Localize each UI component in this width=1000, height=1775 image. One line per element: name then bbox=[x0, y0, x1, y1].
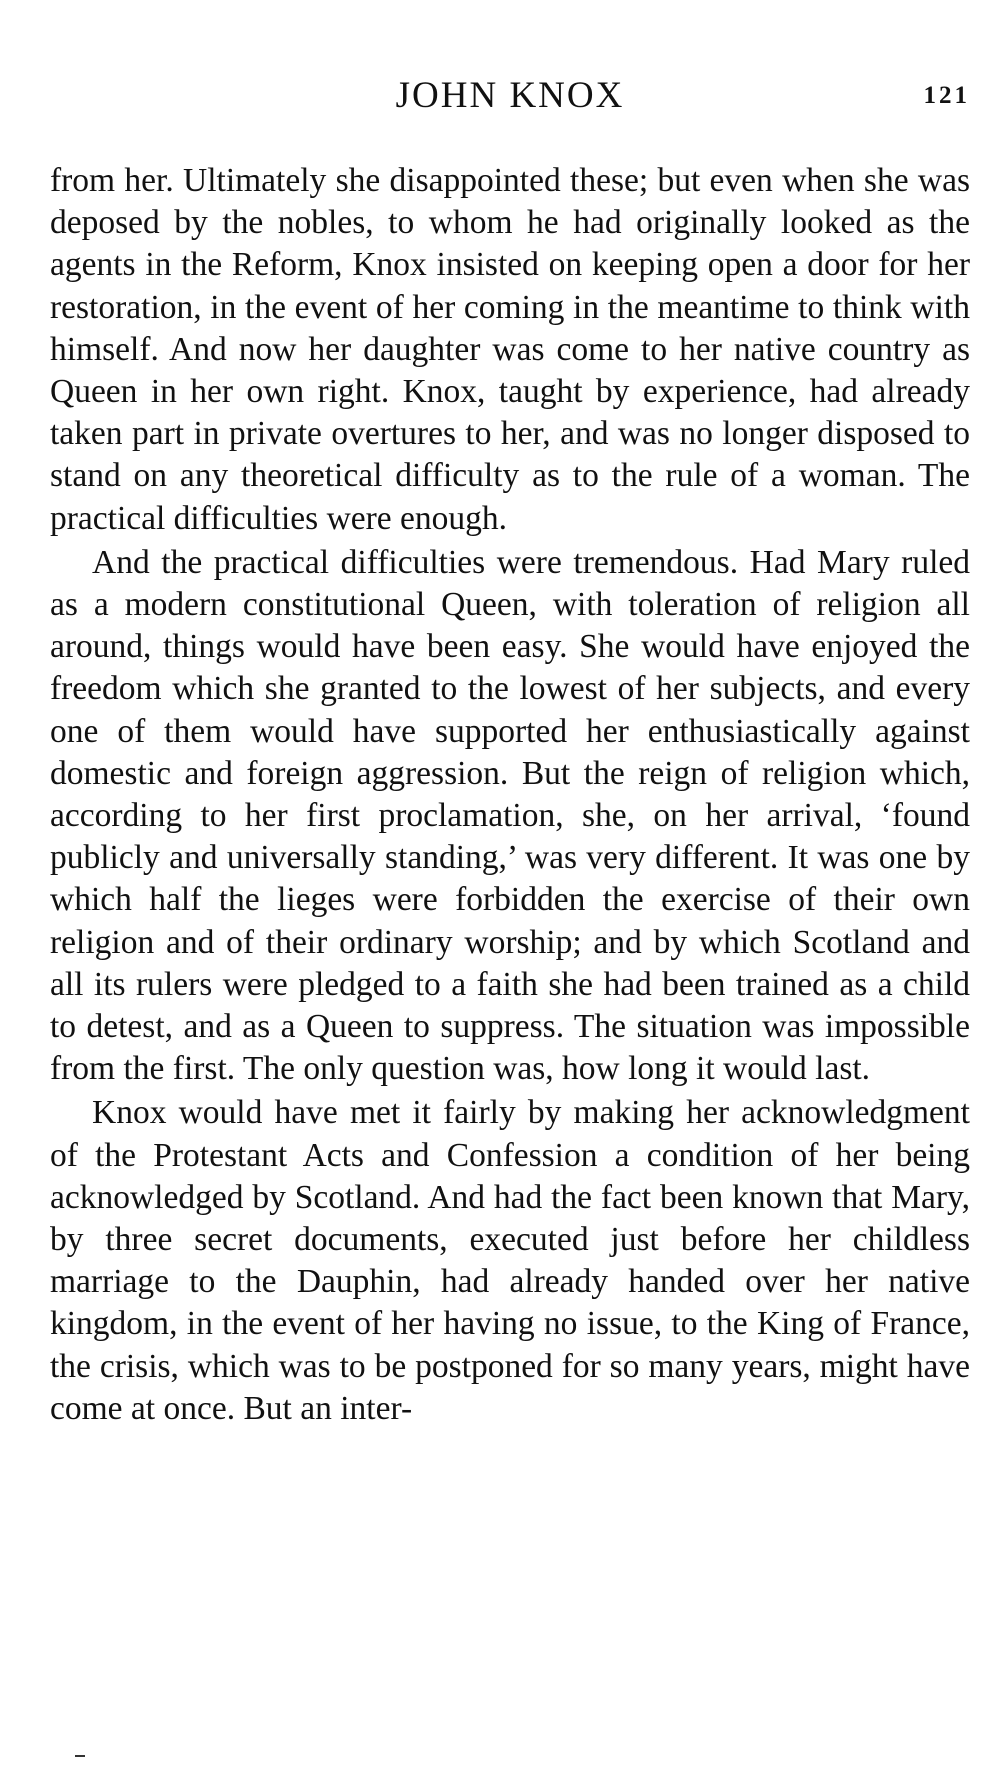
body-text bbox=[50, 160, 970, 1430]
paragraph-2: And the practical difficulties were tremendous. Had Mary ruled as a modern constitutional Queen, with toleration of religion all around, things would have been easy. She would have enjoyed the freedom which she granted to the lowest of her subjects, and every one of them would have supported her enthusiastically against domestic and foreign aggression. But the reign of religion which, according to her first proclamation, she, on her arrival, ‘found publicly and universally standing,’ was very different. It was one by which half the lieges were forbidden the exercise of their own religion and of their ordinary worship; and by which Scotland and all its rulers were pledged to a faith she had been trained as a child to detest, and as a Queen to suppress. The situation was impossible from the first. The only question was, how long it would last. bbox=[50, 543, 970, 1088]
paragraph-1: from her. Ultimately she disappointed these; but even when she was deposed by the nobles, to whom he had originally looked as the agents in the Reform, Knox insisted on keeping open a door for her restoration, in the event of her coming in the meantime to think with himself. And now her daughter was come to her native country as Queen in her own right. Knox, taught by experience, had already taken part in private overtures to her, and was no longer disposed to stand on any theoretical difficulty as to the rule of a woman. The practical difficulties were enough. bbox=[50, 162, 970, 537]
running-title: JOHN KNOX bbox=[395, 75, 625, 116]
paragraph-3: Knox would have met it fairly by making her acknowledgment of the Protestant Acts and Confession a condition of her being acknowledged by Scotland. And had the fact been known that Mary, by three secret documents, executed just before her childless marriage to the Dauphin, had already handed over her native kingdom, in the event of her having no issue, to the King of France, the crisis, which was to be postponed for so many years, might have come at once. But an inter- bbox=[50, 1094, 970, 1427]
ink-speck bbox=[75, 1755, 85, 1757]
page-number: 121 bbox=[923, 82, 970, 109]
running-head bbox=[50, 70, 970, 122]
